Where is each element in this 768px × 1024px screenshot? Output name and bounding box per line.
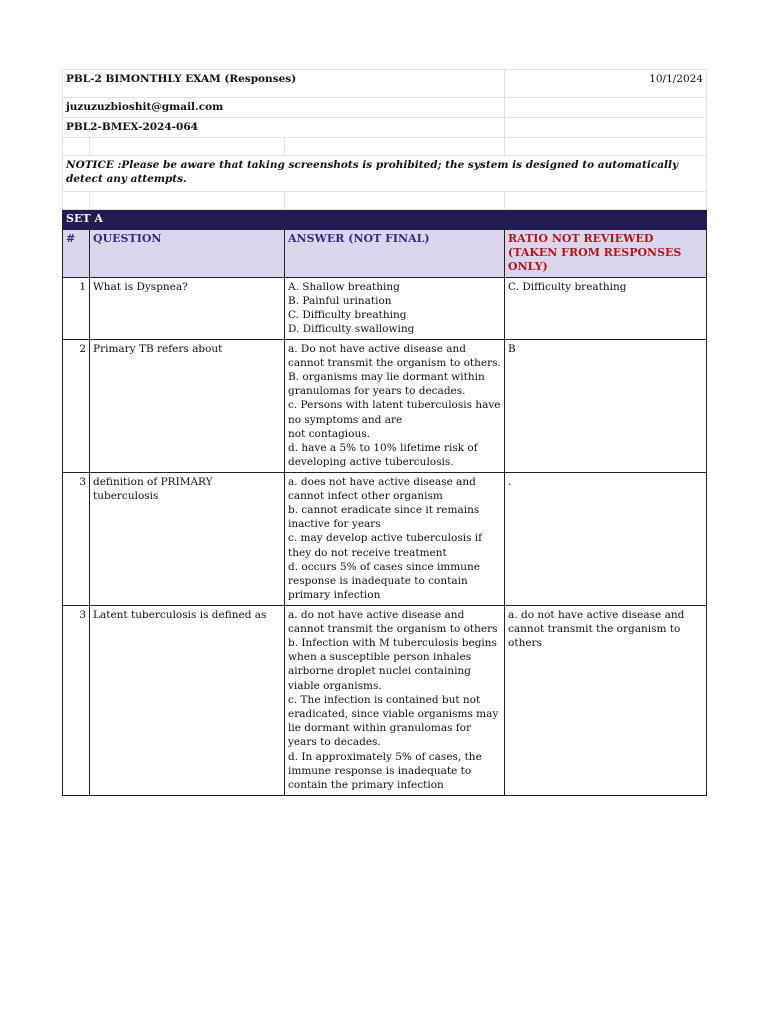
respondent-email: juzuzuzbioshit@gmail.com — [63, 98, 505, 118]
ratio-answer: C. Difficulty breathing — [505, 277, 707, 339]
row-number: 3 — [63, 605, 90, 795]
empty-cell — [285, 192, 505, 210]
empty-cell — [63, 138, 90, 156]
table-row — [63, 339, 707, 472]
set-label: SET A — [63, 210, 707, 230]
empty-cell — [505, 118, 707, 138]
table-row — [63, 472, 707, 605]
empty-cell — [285, 138, 505, 156]
row-number: 3 — [63, 472, 90, 605]
answer-choices: a. do not have active disease and cannot transmit the organism to others b. Infection with M tuberculosis begins when a susceptible person inhales airborne droplet nuclei containing viable organisms. c. The infection is contained but not eradicated, since viable organisms may lie dormant within granulomas for years to decades. d. In approximately 5% of cases, the immune response is inadequate to contain the primary infection — [285, 605, 505, 795]
column-header-question: QUESTION — [90, 230, 285, 278]
notice-text: NOTICE :Please be aware that taking screenshots is prohibited; the system is designed to automatically detect any attempts. — [63, 156, 707, 192]
row-number: 1 — [63, 277, 90, 339]
answer-choices: A. Shallow breathing B. Painful urination C. Difficulty breathing D. Difficulty swallowing — [285, 277, 505, 339]
exam-code: PBL2-BMEX-2024-064 — [63, 118, 505, 138]
table-row — [63, 605, 707, 795]
question-text: Latent tuberculosis is defined as — [90, 605, 285, 795]
column-header-number: # — [63, 230, 90, 278]
ratio-answer: B — [505, 339, 707, 472]
question-text: What is Dyspnea? — [90, 277, 285, 339]
empty-cell — [90, 138, 285, 156]
ratio-answer: . — [505, 472, 707, 605]
question-text: definition of PRIMARY tuberculosis — [90, 472, 285, 605]
row-number: 2 — [63, 339, 90, 472]
empty-cell — [90, 192, 285, 210]
column-header-ratio: RATIO NOT REVIEWED (TAKEN FROM RESPONSES ONLY) — [505, 230, 707, 278]
empty-cell — [505, 192, 707, 210]
answer-choices: a. does not have active disease and cannot infect other organism b. cannot eradicate since it remains inactive for years c. may develop active tuberculosis if they do not receive treatment d. occurs 5% of cases since immune response is inadequate to contain primary infection — [285, 472, 505, 605]
exam-response-sheet — [62, 69, 707, 796]
exam-title: PBL-2 BIMONTHLY EXAM (Responses) — [63, 70, 505, 98]
column-header-answer: ANSWER (NOT FINAL) — [285, 230, 505, 278]
table-row — [63, 277, 707, 339]
exam-date: 10/1/2024 — [505, 70, 707, 98]
ratio-answer: a. do not have active disease and cannot transmit the organism to others — [505, 605, 707, 795]
question-text: Primary TB refers about — [90, 339, 285, 472]
empty-cell — [505, 98, 707, 118]
empty-cell — [505, 138, 707, 156]
empty-cell — [63, 192, 90, 210]
answer-choices: a. Do not have active disease and cannot transmit the organism to others. B. organisms may lie dormant within granulomas for years to decades. c. Persons with latent tuberculosis have no symptoms and are not contagious. d. have a 5% to 10% lifetime risk of developing active tuberculosis. — [285, 339, 505, 472]
